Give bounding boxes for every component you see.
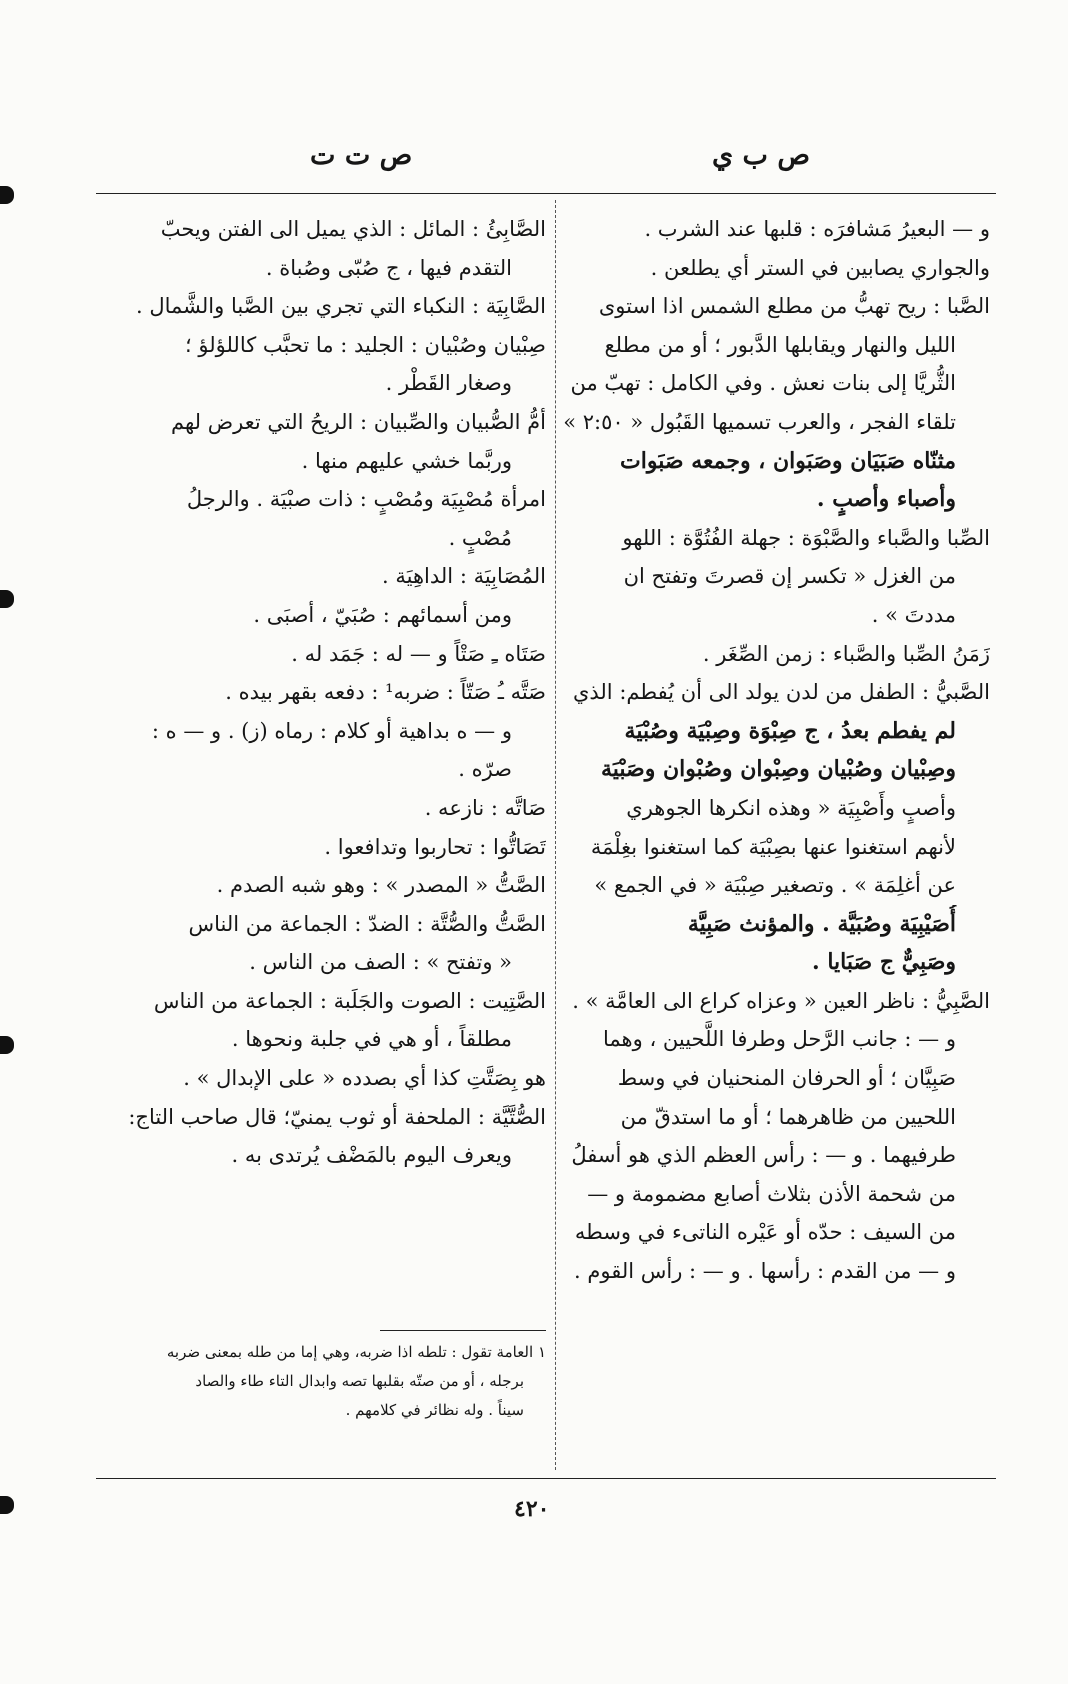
text-line: الصَّبيُّ : الطفل من لدن يولد الى أن يُفطم: الذي <box>572 680 990 705</box>
text-line: من الغزل « تكسر إن قصرتَ وتفتح ان <box>623 564 956 589</box>
text-line: هو بِصَتَّتِ كذا أي بصدده « على الإبدال » . <box>183 1066 546 1091</box>
running-head-left: ص ت ت <box>310 140 413 171</box>
text-line: و — البعيرُ مَشافرَه : قلبها عند الشرب . <box>644 217 990 241</box>
text-line: مثنّاه صَبَيَان وصَبَوان ، وجمعه صَبَوات <box>620 447 956 474</box>
text-line: صِبْيان وصُبْيان : الجليد : ما تحبَّب كاللؤلؤ ؛ <box>185 332 546 357</box>
text-line: أمُّ الصُّبيان والصِّبيان : الريحُ التي تعرض لهم <box>171 409 546 434</box>
text-line: عن أغلِمَة » . وتصغير صِبْيَة « في الجمع » <box>594 873 956 898</box>
page-edge-mark <box>0 1496 14 1514</box>
page-edge-mark <box>0 186 14 204</box>
text-line: صرّه . <box>458 757 512 782</box>
text-line: مُصْبٍ . <box>448 525 512 550</box>
text-line: وربَّما خشي عليهم منها . <box>301 448 512 473</box>
text-line: صَبِيَّان ؛ أو الحرفان المنحنيان في وسط <box>617 1066 956 1091</box>
text-line: الصُّتَّيَّة : الملحفة أو ثوب يمنيّ؛ قال صاحب التاج: <box>128 1104 546 1129</box>
text-line: ١ العامة تقول : تلطه اذا ضربه، وهي إما من طله بمعنى ضربه <box>166 1343 546 1361</box>
text-line: مطلقاً ، أو هي في جلبة ونحوها . <box>231 1027 512 1052</box>
footer-rule <box>96 1478 996 1479</box>
text-line: صَتَّه ـُ صَتّاً : ضربه¹ : دفعه بقهر بيده . <box>225 680 546 705</box>
right-column <box>560 210 990 1291</box>
page-edge-mark <box>0 590 14 608</box>
text-line: و — من القدم : رأسها . و — : رأس القوم . <box>574 1259 956 1284</box>
left-column <box>98 210 546 1175</box>
text-line: والجواري يصابين في الستر أي يطلعن . <box>650 255 990 280</box>
text-line: و — : جانب الرَّحل وطرفا اللَّحيين ، وهما <box>603 1027 956 1052</box>
text-line: امرأة مُصْبِيَة ومُصْبٍ : ذات صبْيَة . والرجلُ <box>186 487 546 512</box>
text-line: وأصبٍ وأَصْبِيَة « وهذه انكرها الجوهري <box>626 795 956 820</box>
text-line: برجله ، أو من صتّه بقلبها تصه وابدال التاء طاء والصاد <box>195 1372 524 1390</box>
text-line: المُصَابِيَة : الداهِيَة . <box>382 564 546 589</box>
text-line: الليل والنهار ويقابلها الدَّبور ؛ أو من مطلع <box>604 332 956 357</box>
text-line: « وتفتح » : الصف من الناس . <box>249 950 512 975</box>
text-line: مددتَ » . <box>871 602 956 627</box>
text-line: لم يفطم بعدُ ، ج صِبْوَة وصِبْيَة وصُبْيَة <box>624 717 956 744</box>
header-rule <box>96 193 996 194</box>
text-line: الصَّابِيَة : النكباء التي تجري بين الصَّبا والشَّمال . <box>136 294 546 319</box>
text-line: الصِّبا والصَّباء والصَّبْوَة : جهلة الفُتُوَّة : اللهو <box>622 525 990 550</box>
page-number: ٤٢٠ <box>514 1496 550 1522</box>
text-line: ومن أسمائهم : صُبَيّ ، أصبَى . <box>253 602 512 627</box>
text-line: سيناً . وله نظائر في كلامهم . <box>345 1401 524 1419</box>
text-line: صَتَاه ـِ صَتْاً و — له : جَمَد له . <box>291 641 546 666</box>
text-line: الثُّريَّا إلى بنات نعش . وفي الكامل : تهبّ من <box>570 371 956 396</box>
text-line: من شحمة الأذن بثلاث أصابع مضمومة و — <box>587 1181 956 1206</box>
text-line: تلقاء الفجر ، والعرب تسميها القَبُول « ٢:٥٠ » <box>563 409 956 434</box>
text-line: صَاتَّه : نازعه . <box>424 795 546 820</box>
text-line: الصَّابِئُ : المائل : الذي يميل الى الفتن ويحبّ <box>160 217 546 241</box>
text-line: اللحيين من ظاهرهما ؛ أو ما استدقّ من <box>620 1104 956 1129</box>
text-line: وصِبْيان وصُبْيان وصِبْوان وصُبْوان وصَبْيَة <box>600 756 956 783</box>
text-line: وأصباء وأصبٍ . <box>816 486 956 513</box>
column-divider <box>555 200 556 1470</box>
text-line: الصَّتِيت : الصوت والجَلَبة : الجماعة من الناس <box>153 988 546 1013</box>
text-line: ويعرف اليوم بالمَضْف يُرتدى به . <box>231 1143 512 1168</box>
footnotes <box>98 1338 546 1425</box>
text-line: و — ه بداهية أو كلام : رماه (ز) . و — ه : <box>151 718 512 743</box>
text-line: لأنهم استغنوا عنها بصِبْيَة كما استغنوا بغِلْمَة <box>590 834 956 859</box>
page-edge-mark <box>0 1036 14 1054</box>
text-line: زَمَنُ الصِّبا والصَّباء : زمن الصِّغَر . <box>702 641 990 666</box>
text-line: الصَّبِيُّ : ناظر العين « وعزاه كراع الى العامَّة » . <box>572 988 990 1013</box>
text-line: أُصَيْبِيَة وصُبَيَّة . والمؤنث صَبِيَّة <box>687 910 956 937</box>
text-line: من السيف : حدّه أو عَيْره الناتىء في وسطه <box>574 1220 956 1245</box>
text-line: الصَّبا : ريح تهبُّ من مطلع الشمس اذا استوى <box>598 294 990 319</box>
text-line: الصَّتُّ « المصدر » : وهو شبه الصدم . <box>216 873 546 898</box>
text-line: التقدم فيها ، ج صُبّى وصُباة . <box>265 255 512 280</box>
footnote-rule <box>380 1330 546 1331</box>
text-line: وصغار القَطْر . <box>385 371 512 396</box>
text-line: تَصَاتُّوا : تحاربوا وتدافعوا . <box>324 834 546 859</box>
running-head-right: ص ب ي <box>712 140 810 171</box>
text-line: طرفيهما . و — : رأس العظم الذي هو أسفلُ <box>571 1143 956 1168</box>
text-line: وصَبِيٌّ ج صَبَايا . <box>812 949 956 976</box>
text-line: الصَّتُّ والصُّتَّة : الضدّ : الجماعة من الناس <box>188 911 546 936</box>
